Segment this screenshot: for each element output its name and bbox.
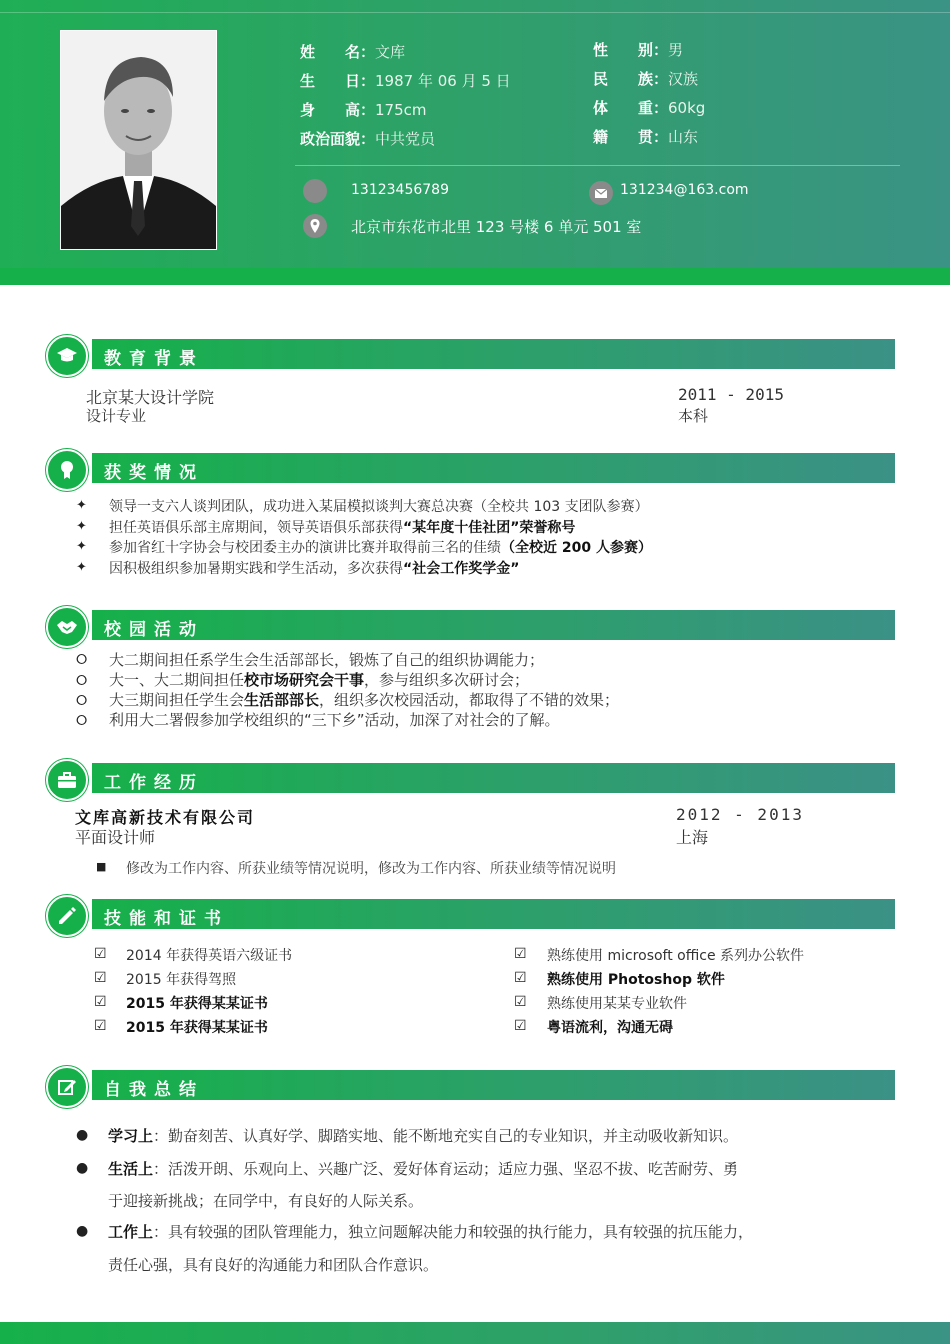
- profile-photo: [60, 30, 217, 250]
- envelope-icon: [589, 181, 613, 205]
- field-ethnicity: 民 族：汉族: [593, 70, 699, 88]
- footer-band: [0, 1322, 950, 1344]
- email-text[interactable]: 131234@163.com: [620, 182, 749, 198]
- resume-header: [0, 0, 950, 285]
- work-role: 平面设计师: [75, 828, 156, 847]
- work-section-title: 工作经历: [104, 773, 204, 793]
- medal-icon: [46, 449, 88, 491]
- field-height: 身 高：175cm: [300, 101, 427, 119]
- award-item: 参加省红十字协会与校团委主办的演讲比赛并取得前三名的佳绩（全校近 200 人参赛）: [109, 540, 652, 556]
- summary-section-bar: [92, 1070, 895, 1100]
- work-description: 修改为工作内容、所获业绩等情况说明，修改为工作内容、所获业绩等情况说明: [126, 861, 616, 877]
- work-company: 文库高新技术有限公司: [75, 808, 256, 827]
- checkbox-icon: ☑: [94, 1018, 107, 1034]
- dot-bullet-icon: ●: [76, 1223, 89, 1239]
- skill-item: 粤语流利，沟通无碍: [547, 1020, 673, 1036]
- campus-item: 大二期间担任系学生会生活部部长，锻炼了自己的组织协调能力；: [109, 651, 545, 669]
- field-politics: 政治面貌：中共党员: [300, 130, 436, 148]
- skills-section-title: 技能和证书: [104, 909, 229, 929]
- summary-item-continued: 责任心强，具有良好的沟通能力和团队合作意识。: [108, 1256, 439, 1274]
- location-pin-icon: [303, 214, 327, 238]
- header-bottom-band: [0, 268, 950, 285]
- phone-icon: [303, 179, 327, 203]
- award-item: 领导一支六人谈判团队，成功进入某届模拟谈判大赛总决赛（全校共 103 支团队参赛）: [109, 499, 649, 515]
- campus-item: 大三期间担任学生会生活部部长，组织多次校园活动，都取得了不错的效果；: [109, 691, 620, 709]
- summary-item: 工作上：具有较强的团队管理能力，独立问题解决能力和较强的执行能力，具有较强的抗压能力，: [108, 1223, 754, 1241]
- education-section-title: 教育背景: [104, 349, 204, 369]
- summary-item: 生活上：活泼开朗、乐观向上、兴趣广泛、爱好体育运动；适应力强、坚忍不拔、吃苦耐劳、勇: [108, 1160, 739, 1178]
- skill-item: 2015 年获得驾照: [126, 972, 237, 988]
- field-birthday: 生 日：1987 年 06 月 5 日: [300, 72, 511, 90]
- work-period: 2012 - 2013: [676, 805, 804, 824]
- circle-bullet-icon: ⭘: [76, 652, 88, 668]
- education-degree: 本科: [678, 407, 709, 425]
- campus-item: 大一、大二期间担任校市场研究会干事，参与组织多次研讨会；: [109, 671, 530, 689]
- skills-section-bar: [92, 899, 895, 929]
- field-weight: 体 重：60kg: [593, 99, 706, 117]
- header-separator: [295, 165, 900, 166]
- skill-item: 2015 年获得某某证书: [126, 1020, 268, 1036]
- circle-bullet-icon: ⭘: [76, 673, 88, 689]
- checkbox-icon: ☑: [94, 946, 107, 962]
- square-bullet-icon: ■: [96, 860, 107, 873]
- field-name: 姓 名：文库: [300, 43, 406, 61]
- summary-item: 学习上：勤奋刻苦、认真好学、脚踏实地、能不断地充实自己的专业知识，并主动吸收新知识。: [108, 1127, 739, 1145]
- work-location: 上海: [676, 828, 709, 847]
- field-hometown: 籍 贯：山东: [593, 128, 699, 146]
- star-bullet-icon: ✦: [76, 498, 87, 513]
- pencil-icon: [46, 895, 88, 937]
- skill-item: 熟练使用某某专业软件: [547, 996, 687, 1012]
- campus-section-title: 校园活动: [104, 620, 204, 640]
- header-top-line: [0, 12, 950, 13]
- star-bullet-icon: ✦: [76, 519, 87, 534]
- work-section-bar: [92, 763, 895, 793]
- checkbox-icon: ☑: [514, 970, 527, 986]
- award-item: 担任英语俱乐部主席期间，领导英语俱乐部获得“某年度十佳社团”荣誉称号: [109, 520, 576, 536]
- awards-section-bar: [92, 453, 895, 483]
- summary-item-continued: 于迎接新挑战；在同学中，有良好的人际关系。: [108, 1192, 424, 1210]
- award-item: 因积极组织参加暑期实践和学生活动，多次获得“社会工作奖学金”: [109, 561, 520, 577]
- address-text: 北京市东花市北里 123 号楼 6 单元 501 室: [351, 218, 642, 236]
- education-major: 设计专业: [86, 407, 147, 425]
- education-section-bar: [92, 339, 895, 369]
- skill-item: 2014 年获得英语六级证书: [126, 948, 293, 964]
- circle-bullet-icon: ⭘: [76, 693, 88, 709]
- campus-item: 利用大二署假参加学校组织的“三下乡”活动，加深了对社会的了解。: [109, 711, 560, 729]
- summary-section-title: 自我总结: [104, 1080, 204, 1100]
- awards-section-title: 获奖情况: [104, 463, 204, 483]
- education-period: 2011 - 2015: [678, 385, 784, 404]
- skill-item: 熟练使用 microsoft office 系列办公软件: [547, 948, 805, 964]
- briefcase-icon: [46, 759, 88, 801]
- graduation-cap-icon: [46, 335, 88, 377]
- checkbox-icon: ☑: [94, 970, 107, 986]
- checkbox-icon: ☑: [94, 994, 107, 1010]
- dot-bullet-icon: ●: [76, 1160, 89, 1176]
- skill-item: 熟练使用 Photoshop 软件: [547, 972, 725, 988]
- checkbox-icon: ☑: [514, 946, 527, 962]
- phone-text[interactable]: 13123456789: [351, 182, 449, 198]
- star-bullet-icon: ✦: [76, 539, 87, 554]
- handshake-icon: [46, 606, 88, 648]
- checkbox-icon: ☑: [514, 1018, 527, 1034]
- checkbox-icon: ☑: [514, 994, 527, 1010]
- dot-bullet-icon: ●: [76, 1127, 89, 1143]
- campus-section-bar: [92, 610, 895, 640]
- education-school: 北京某大设计学院: [86, 388, 215, 407]
- circle-bullet-icon: ⭘: [76, 713, 88, 729]
- skill-item: 2015 年获得某某证书: [126, 996, 268, 1012]
- star-bullet-icon: ✦: [76, 560, 87, 575]
- field-gender: 性 别：男: [593, 41, 684, 59]
- edit-icon: [46, 1066, 88, 1108]
